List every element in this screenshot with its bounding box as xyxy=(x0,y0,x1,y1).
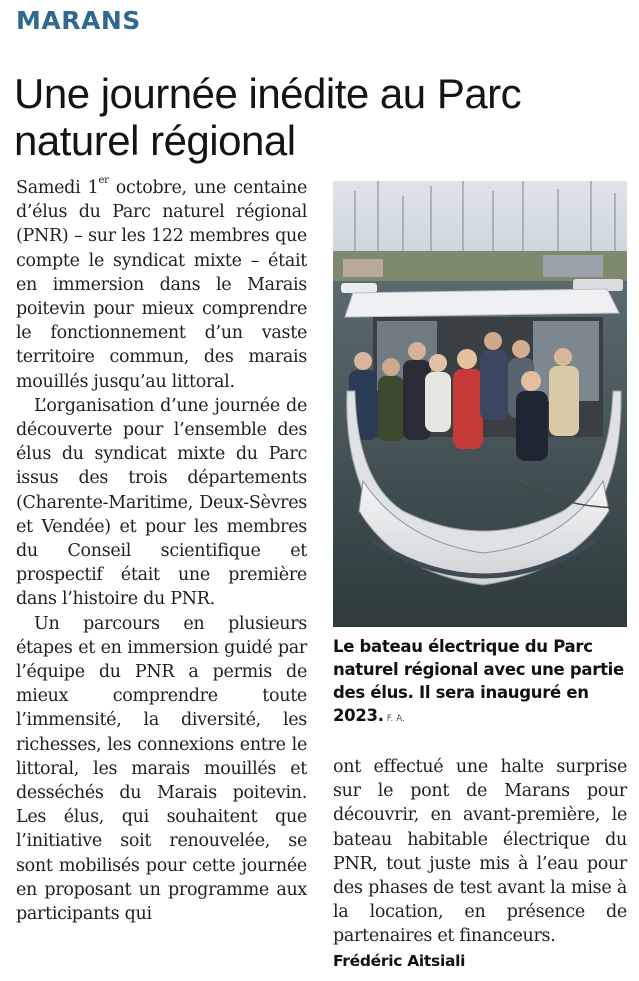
paragraph-1 xyxy=(16,176,307,394)
boat-photo-illustration xyxy=(333,181,627,627)
paragraph-2: L’organisation d’une journée de découverte pour l’ensemble des élus du syndicat mixte du Parc issus des trois départements (Charente-Maritime, Deux-Sèvres et Vendée) et pour les membres du Conseil scientifique et prospectif était une première dans l’histoire du PNR. xyxy=(16,395,307,610)
photo-credit: F. A. xyxy=(386,714,406,724)
headline: Une journée inédite au Parc naturel régional xyxy=(14,70,522,164)
paragraph-1-rest: octobre, une centaine d’élus du Parc naturel régional (PNR) – sur les 122 membres que compte le syndicat mixte – était en immersion dans le Marais poitevin pour mieux comprendre le fonctionnement d’un vaste territoire commun, des marais mouillés jusqu’au littoral. xyxy=(16,178,308,392)
caption-text: Le bateau électrique du Parc naturel régional avec une partie des élus. Il sera inauguré en 2023. xyxy=(333,637,624,725)
boat-photo xyxy=(333,181,627,627)
photo-caption xyxy=(333,635,627,731)
paragraph-3: Un parcours en plusieurs étapes et en immersion guidé par l’équipe du PNR a permis de mieux comprendre toute l’immensité, la diversité, les richesses, les connexions entre le littoral, les marais mouillés et desséchés du Marais poitevin. Les élus, qui souhaitent que l’initiative soit renouvelée, se sont mobilisés pour cette journée en proposant un programme aux participants qui xyxy=(16,613,307,925)
article-body-left xyxy=(16,176,307,926)
author-signature: Frédéric Aitsiali xyxy=(333,951,466,970)
ordinal-superscript: er xyxy=(98,175,109,186)
section-label: MARANS xyxy=(16,6,141,35)
paragraph-1-start: Samedi 1 xyxy=(16,178,99,198)
article-body-right xyxy=(333,755,627,973)
paragraph-3-continued: ont effectué une halte surprise sur le pont de Marans pour découvrir, en avant-première, le bateau habitable électrique du PNR, tout juste mis à l’eau pour des phases de test avant la mise à la location, en présence de partenaires et financeurs. xyxy=(333,757,627,947)
